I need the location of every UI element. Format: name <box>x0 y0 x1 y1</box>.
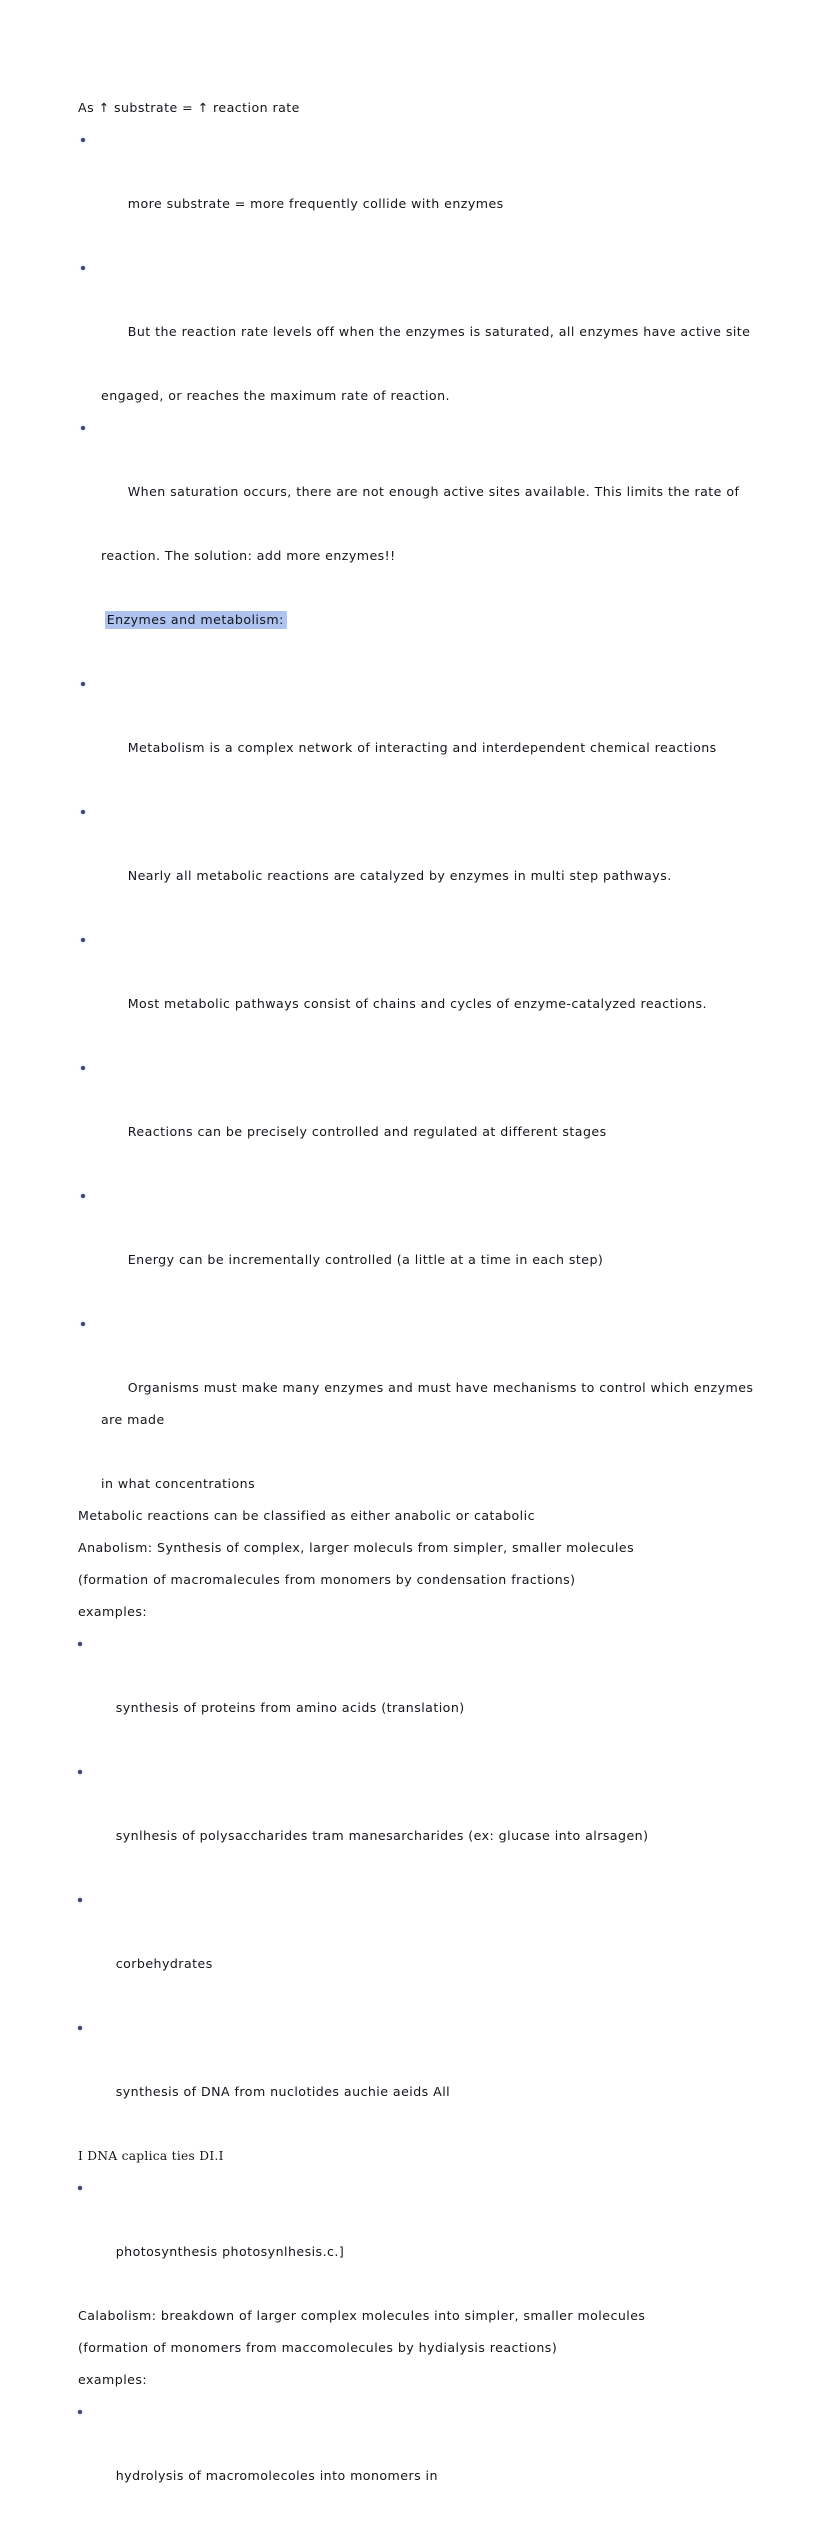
list-item <box>78 796 758 924</box>
bullet-dot-icon <box>78 1770 82 1774</box>
list-item <box>78 2012 758 2140</box>
bullet-dot-icon <box>81 266 85 270</box>
anabolism-examples-label: examples: <box>78 1604 148 1619</box>
bullet-dot-icon <box>81 682 85 686</box>
catabolism-parenthetical: (formation of monomers from maccomolecules by hydialysis reactions) <box>78 2340 558 2355</box>
list-item <box>78 412 758 540</box>
bullet-dot-icon <box>81 938 85 942</box>
bullet-dot-icon <box>78 1898 82 1902</box>
list-item <box>78 1628 758 1756</box>
section-heading <box>78 572 758 668</box>
list-item <box>78 924 758 1052</box>
bullet-dot-icon <box>81 1066 85 1070</box>
notes-body <box>78 92 758 2524</box>
catabolism-examples-label: examples: <box>78 2372 148 2387</box>
list-item <box>78 252 758 380</box>
list-item-continuation: reaction. The solution: add more enzymes!! <box>101 548 396 563</box>
list-item-text: But the reaction rate levels off when the enzymes is saturated, all enzymes have active site <box>127 324 751 339</box>
intro-statement: As ↑ substrate = ↑ reaction rate <box>78 100 300 115</box>
list-item-text: photosynthesis photosynlhesis.c.] <box>115 2244 345 2259</box>
bullet-dot-icon <box>78 1642 82 1646</box>
list-item <box>78 1884 758 2012</box>
catabolism-definition: Calabolism: breakdown of larger complex molecules into simpler, smaller molecules <box>78 2308 646 2323</box>
list-item-text: hydrolysis of macromolecoles into monomers in <box>115 2468 438 2483</box>
section-heading-highlight: Enzymes and metabolism: <box>105 611 287 629</box>
list-item <box>78 124 758 252</box>
list-item-text: more substrate = more frequently collide with enzymes <box>127 196 504 211</box>
bullet-dot-icon <box>81 1194 85 1198</box>
list-item <box>78 1756 758 1884</box>
bullet-dot-icon <box>81 1322 85 1326</box>
list-item-text: Metabolism is a complex network of interacting and interdependent chemical reactions <box>127 740 717 755</box>
bullet-dot-icon <box>78 2410 82 2414</box>
list-item <box>78 2396 758 2524</box>
list-item-text: synthesis of DNA from nuclotides auchie aeids All <box>115 2084 451 2099</box>
list-item-text: Organisms must make many enzymes and must have mechanisms to control which enzymes are made <box>101 1380 758 1427</box>
list-item <box>78 668 758 796</box>
bullet-dot-icon <box>81 810 85 814</box>
list-item-continuation: in what concentrations <box>101 1476 256 1491</box>
classification-statement: Metabolic reactions can be classified as either anabolic or catabolic <box>78 1508 535 1523</box>
stray-annotation-line: I DNA caplica ties DI.I <box>78 2149 224 2163</box>
list-item-text: Most metabolic pathways consist of chains and cycles of enzyme-catalyzed reactions. <box>127 996 707 1011</box>
list-item-text: Nearly all metabolic reactions are catalyzed by enzymes in multi step pathways. <box>127 868 672 883</box>
list-item-continuation: engaged, or reaches the maximum rate of reaction. <box>101 388 450 403</box>
bullet-dot-icon <box>78 2186 82 2190</box>
bullet-dot-icon <box>81 138 85 142</box>
anabolism-definition: Anabolism: Synthesis of complex, larger moleculs from simpler, smaller molecules <box>78 1540 635 1555</box>
list-item-text: When saturation occurs, there are not enough active sites available. This limits the rate of <box>127 484 740 499</box>
list-item <box>78 1308 758 1468</box>
list-item <box>78 1180 758 1308</box>
list-item-text: synthesis of proteins from amino acids (translation) <box>115 1700 465 1715</box>
anabolism-parenthetical: (formation of macromalecules from monomers by condensation fractions) <box>78 1572 576 1587</box>
list-item-text: Reactions can be precisely controlled and regulated at different stages <box>127 1124 607 1139</box>
list-item <box>78 2172 758 2300</box>
list-item-text: corbehydrates <box>115 1956 213 1971</box>
bullet-dot-icon <box>81 426 85 430</box>
bullet-dot-icon <box>78 2026 82 2030</box>
list-item <box>78 1052 758 1180</box>
list-item-text: Energy can be incrementally controlled (a little at a time in each step) <box>127 1252 604 1267</box>
list-item-text: synlhesis of polysaccharides tram manesarcharides (ex: glucase into alrsagen) <box>115 1828 649 1843</box>
